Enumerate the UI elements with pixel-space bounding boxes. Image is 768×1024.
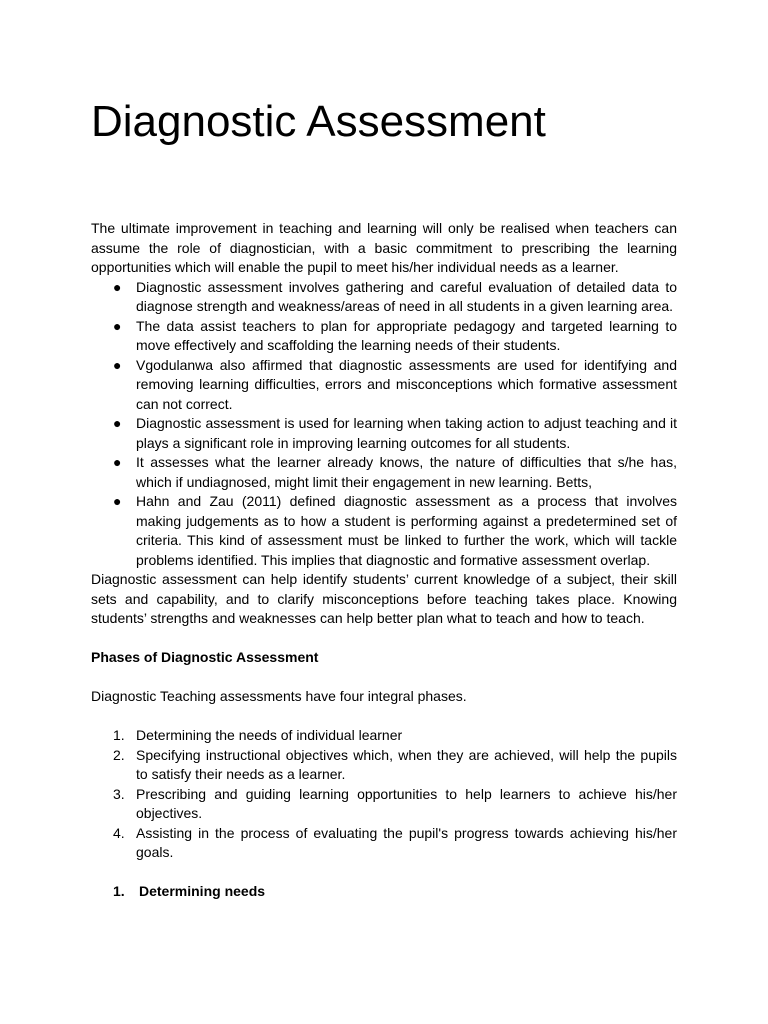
bullet-icon: ● [113, 278, 122, 295]
phases-list [91, 726, 677, 863]
spacer [91, 668, 677, 688]
list-number: 4. [113, 824, 125, 841]
spacer [91, 629, 677, 649]
section-heading: Phases of Diagnostic Assessment [91, 649, 319, 665]
list-item [91, 492, 677, 570]
summary-paragraph: Diagnostic assessment can help identify students’ current knowledge of a subject, their skill sets and capability, and to clarify misconceptions before teaching takes place. Knowing students’ strengths and weaknesses can help better plan what to teach and how to teach. [91, 571, 677, 626]
list-number: 2. [113, 746, 125, 763]
list-number: 1. [113, 727, 125, 743]
sub-heading-text: Determining needs [139, 883, 266, 899]
phases-intro: Diagnostic Teaching assessments have four integral phases. [91, 688, 467, 704]
list-item-text: Hahn and Zau (2011) defined diagnostic assessment as a process that involves making judgements as to how a student is performing against a predetermined set of criteria. This kind of assessment must be linked to further the work, which will tackle problems identified. This implies that diagnostic and formative assessment overlap. [136, 493, 677, 568]
list-item-text: Diagnostic assessment is used for learning when taking action to adjust teaching and it plays a significant role in improving learning outcomes for all students. [136, 415, 677, 451]
spacer [91, 707, 677, 727]
list-item [91, 278, 677, 317]
bullet-icon: ● [113, 356, 122, 373]
list-item-text: Assisting in the process of evaluating the pupil's progress towards achieving his/her goals. [136, 824, 677, 860]
list-number: 3. [113, 785, 125, 802]
bullet-icon: ● [113, 415, 122, 431]
page-title: Diagnostic Assessment [91, 97, 546, 146]
bullet-list [91, 278, 677, 571]
document-body [91, 219, 677, 902]
list-item-text: The data assist teachers to plan for appropriate pedagogy and targeted learning to move effectively and scaffolding the learning needs of their students. [136, 317, 677, 353]
sub-heading [91, 882, 677, 902]
list-item-text: Specifying instructional objectives which, when they are achieved, will help the pupils to satisfy their needs as a learner. [136, 746, 677, 782]
bullet-icon: ● [113, 317, 122, 334]
list-item [91, 453, 677, 492]
list-item [91, 414, 677, 453]
spacer [91, 863, 677, 883]
list-item [91, 726, 677, 746]
list-item-text: Determining the needs of individual learner [136, 727, 403, 743]
list-item-text: Vgodulanwa also affirmed that diagnostic assessments are used for identifying and removing learning difficulties, errors and misconceptions which formative assessment can not correct. [136, 356, 677, 412]
intro-paragraph: The ultimate improvement in teaching and learning will only be realised when teachers can assume the role of diagnostician, with a basic commitment to prescribing the learning opportunities which will enable the pupil to meet his/her individual needs as a learner. [91, 220, 677, 275]
list-item-text: Diagnostic assessment involves gathering and careful evaluation of detailed data to diagnose strength and weakness/areas of need in all students in a given learning area. [136, 278, 677, 314]
list-item [91, 317, 677, 356]
list-item-text: Prescribing and guiding learning opportunities to help learners to achieve his/her objectives. [136, 785, 677, 821]
list-item [91, 746, 677, 785]
list-item [91, 356, 677, 415]
sub-heading-number: 1. [113, 883, 125, 899]
bullet-icon: ● [113, 493, 122, 509]
list-item [91, 824, 677, 863]
bullet-icon: ● [113, 454, 122, 470]
list-item [91, 785, 677, 824]
list-item-text: It assesses what the learner already knows, the nature of difficulties that s/he has, which if undiagnosed, might limit their engagement in new learning. Betts, [136, 454, 677, 490]
